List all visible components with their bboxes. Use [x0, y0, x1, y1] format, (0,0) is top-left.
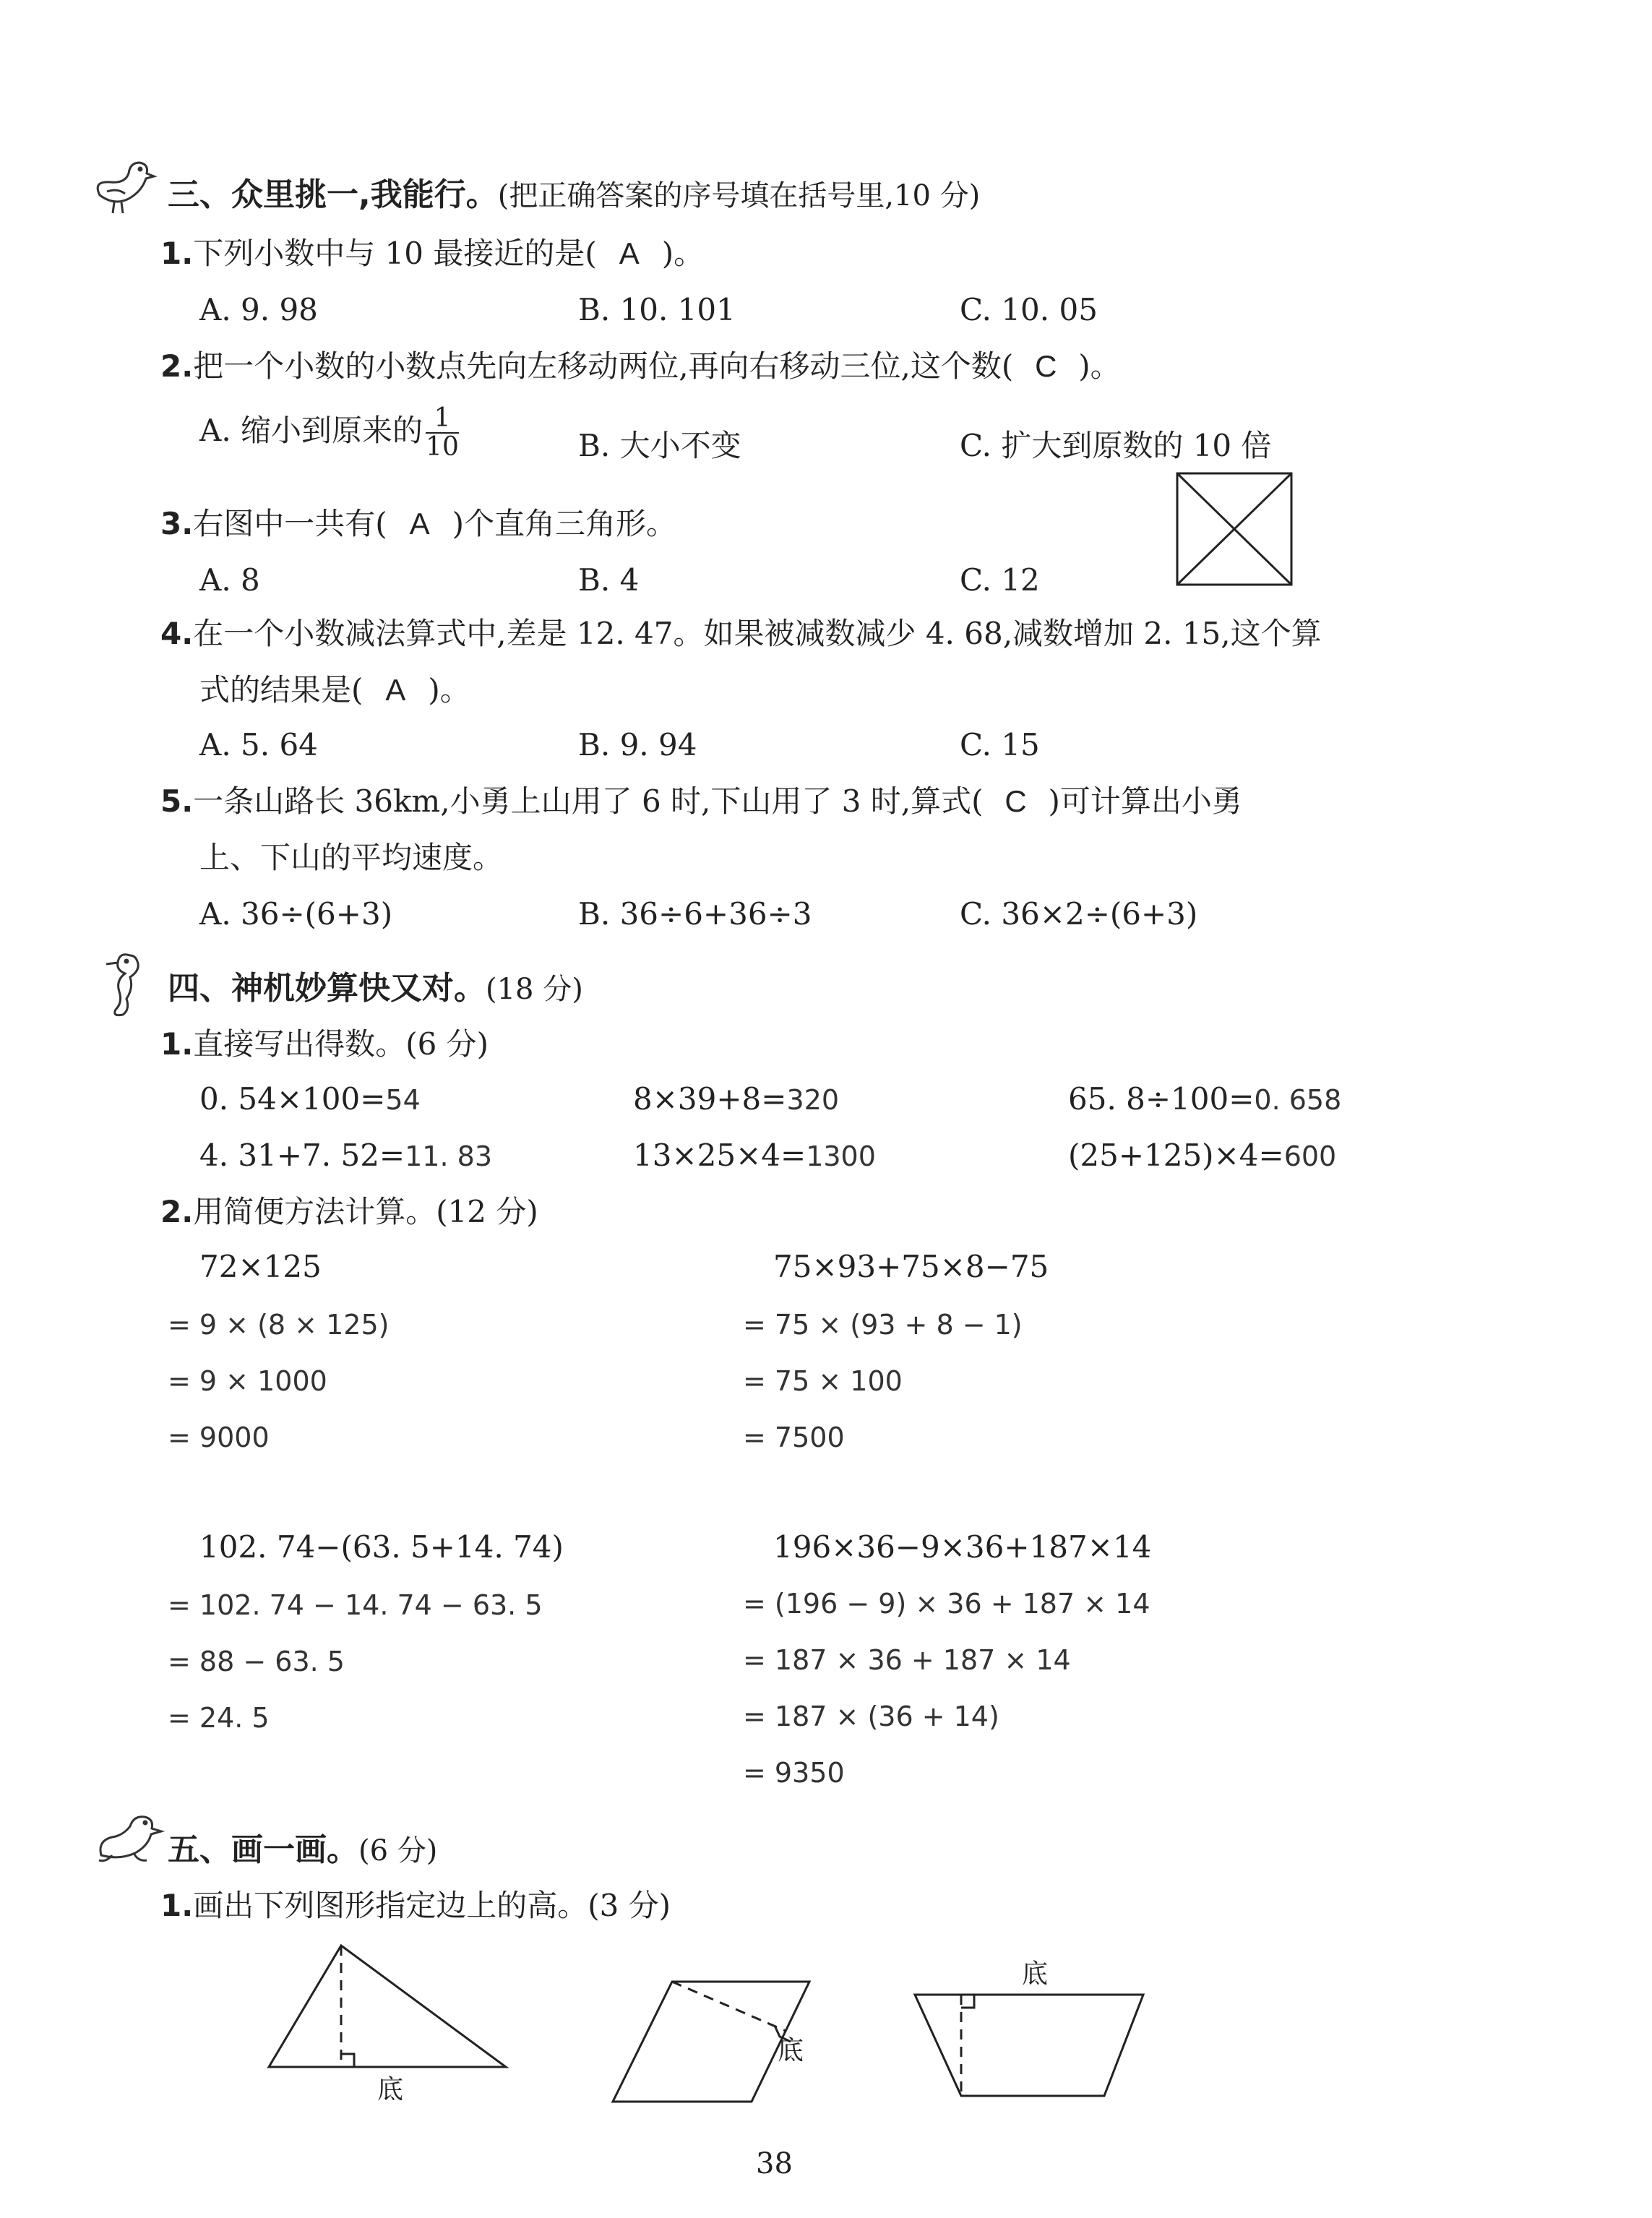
trapezoid-base-label: 底	[1022, 1959, 1049, 1989]
q5-answer: C	[1004, 784, 1027, 818]
calc2-question: 75×93+75×8−75	[773, 1249, 1049, 1284]
section4-heading: 四、神机妙算快又对。(18 分)	[168, 970, 583, 1007]
q4-option-a: A. 5. 64	[199, 727, 318, 762]
q1-stem: 1.下列小数中与 10 最接近的是( A )。	[160, 236, 705, 271]
q5-option-c: C. 36×2÷(6+3)	[960, 896, 1198, 932]
calc3-step: = 24. 5	[168, 1702, 270, 1734]
calc1-step: = 9000	[168, 1422, 270, 1453]
q3-option-b: B. 4	[578, 562, 640, 598]
q5-stem-line2: 上、下山的平均速度。	[199, 840, 504, 875]
section5-q1-title: 1.画出下列图形指定边上的高。(3 分)	[160, 1888, 671, 1923]
q1-option-b: B. 10. 101	[578, 292, 736, 327]
calc4-step: = 187 × (36 + 14)	[743, 1701, 999, 1732]
part1-title: 1.直接写出得数。(6 分)	[160, 1026, 489, 1062]
mental-item-2: 8×39+8=320	[633, 1081, 839, 1117]
fraction-one-tenth: $\frac{1}{10}$	[426, 403, 459, 462]
mental-item-1: 0. 54×100=54	[199, 1081, 421, 1117]
seal-icon	[90, 1801, 170, 1866]
mental-item-4: 4. 31+7. 52=11. 83	[199, 1138, 492, 1173]
part2-title: 2.用简便方法计算。(12 分)	[160, 1194, 538, 1229]
section5-heading: 五、画一画。(6 分)	[168, 1831, 438, 1868]
q1-answer: A	[619, 236, 640, 270]
q4-stem-line2: 式的结果是( A )。	[199, 672, 470, 708]
calc3-question: 102. 74−(63. 5+14. 74)	[199, 1529, 564, 1565]
q3-option-a: A. 8	[199, 562, 260, 598]
mental-item-6: (25+125)×4=600	[1068, 1138, 1337, 1173]
trapezoid-figure	[911, 1987, 1149, 2103]
mental-item-3: 65. 8÷100=0. 658	[1068, 1081, 1342, 1117]
seahorse-icon	[98, 948, 155, 1020]
calc1-step: = 9 × (8 × 125)	[168, 1309, 390, 1341]
duck-icon	[85, 152, 158, 217]
q2-option-b: B. 大小不变	[578, 428, 741, 463]
q2-option-c: C. 扩大到原数的 10 倍	[960, 428, 1272, 463]
calc4-step: = 187 × 36 + 187 × 14	[743, 1644, 1071, 1676]
q3-answer: A	[409, 507, 430, 541]
q5-option-a: A. 36÷(6+3)	[199, 896, 393, 932]
triangle-base-label: 底	[377, 2075, 404, 2105]
q5-stem-line1: 5.一条山路长 36km,小勇上山用了 6 时,下山用了 3 时,算式( C )可计算出小勇	[160, 783, 1242, 819]
q2-answer: C	[1035, 349, 1057, 383]
calc1-step: = 9 × 1000	[168, 1365, 327, 1397]
q3-stem: 3.右图中一共有( A )个直角三角形。	[160, 506, 676, 541]
calc2-step: = 75 × (93 + 8 − 1)	[743, 1309, 1023, 1341]
mental-item-5: 13×25×4=1300	[633, 1138, 876, 1173]
calc4-question: 196×36−9×36+187×14	[773, 1529, 1152, 1565]
calc1-question: 72×125	[199, 1249, 322, 1284]
q1-option-c: C. 10. 05	[960, 292, 1098, 327]
parallelogram-base-label: 底	[778, 2036, 804, 2066]
section3-heading: 三、众里挑一,我能行。(把正确答案的序号填在括号里,10 分)	[168, 176, 981, 213]
calc2-step: = 7500	[743, 1422, 845, 1453]
q2-option-a: A. 缩小到原来的 $\frac{1}{10}$	[199, 403, 459, 462]
calc4-step: = 9350	[743, 1757, 845, 1789]
q5-option-b: B. 36÷6+36÷3	[578, 896, 812, 932]
q4-option-c: C. 15	[960, 727, 1040, 762]
q4-stem-line1: 4.在一个小数减法算式中,差是 12. 47。如果被减数减少 4. 68,减数增加 2. 15,这个算	[160, 616, 1322, 651]
calc3-step: = 88 − 63. 5	[168, 1646, 345, 1677]
q4-option-b: B. 9. 94	[578, 727, 697, 762]
q4-answer: A	[385, 673, 406, 707]
q3-option-c: C. 12	[960, 562, 1040, 598]
calc3-step: = 102. 74 − 14. 74 − 63. 5	[168, 1589, 543, 1621]
calc2-step: = 75 × 100	[743, 1365, 903, 1397]
calc4-step: = (196 − 9) × 36 + 187 × 14	[743, 1588, 1150, 1620]
q2-stem: 2.把一个小数的小数点先向左移动两位,再向右移动三位,这个数( C )。	[160, 348, 1121, 384]
square-diagonals-figure	[1175, 471, 1294, 587]
q1-option-a: A. 9. 98	[199, 292, 318, 327]
page-number: 38	[756, 2147, 793, 2180]
